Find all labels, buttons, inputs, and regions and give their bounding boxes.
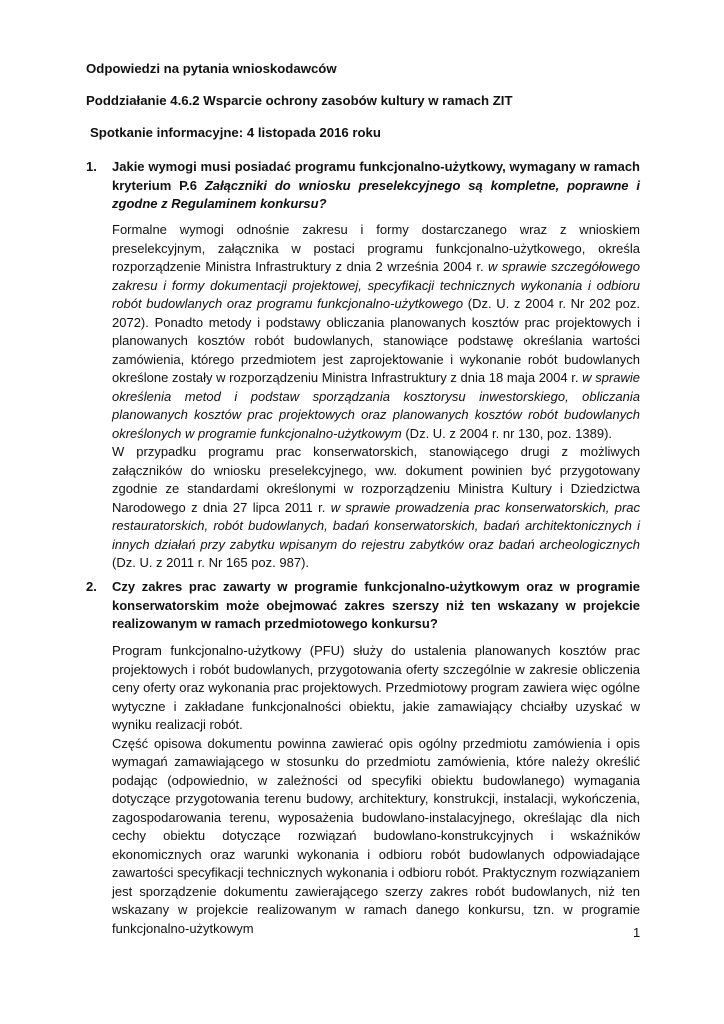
question-2: [86, 578, 640, 634]
question-2-text: Czy zakres prac zawarty w programie funkcjonalno-użytkowym oraz w programie konserwatorskim może obejmować zakres szerszy niż ten wskazany w projekcie realizowanym w ramach przedmiotowego konkursu?: [112, 579, 640, 631]
question-1-text-main: Jakie wymogi musi posiadać programu funkcjonalno-użytkowy, wymagany w ramach kryterium P.6: [112, 159, 640, 193]
question-1-number: 1.: [86, 159, 97, 174]
doc-title: Odpowiedzi na pytania wnioskodawców: [86, 61, 337, 76]
doc-meeting-date: Spotkanie informacyjne: 4 listopada 2016 roku: [90, 125, 381, 140]
question-1-text-italic: Załączniki do wniosku preselekcyjnego są kompletne, poprawne i zgodne z Regulaminem konkursu?: [112, 177, 640, 211]
doc-subtitle: Poddziałanie 4.6.2 Wsparcie ochrony zasobów kultury w ramach ZIT: [86, 93, 513, 108]
answer-2-paragraph-2: Część opisowa dokumentu powinna zawierać opis ogólny przedmiotu zamówienia i opis wymagań zamawiającego w stosunku do przedmiotu zamówienia, które należy określić podając (odpowiednio, w zależności od specyfiki obiektu budowlanego) wymagania dotyczące przygotowania terenu budowy, architektury, konstrukcji, instalacji, wykończenia, zagospodarowania terenu, wyposażenia budowlano-instalacyjnego, określając dla nich cechy obiektu dotyczące rozwiązań budowlano-konstrukcyjnych i wskaźników ekonomicznych oraz warunki wykonania i odbioru robót budowlanych odpowiadające zawartości specyfikacji technicznych wykonania i odbioru robót. Praktycznym rozwiązaniem jest sporządzenie dokumentu zawierającego szerzy zakres robót budowlanych, niż ten wskazany w projekcie realizowanym w ramach danego konkursu, tzn. w programie funkcjonalno-użytkowym: [112, 735, 640, 936]
question-1-text: [112, 158, 640, 214]
question-2-number: 2.: [86, 579, 97, 594]
answer-1-paragraph-2: W przypadku programu prac konserwatorskich, stanowiącego drugi z możliwych załączników do wniosku preselekcyjnego, ww. dokument powinien być przygotowany zgodnie ze standardami określonymi w rozporządzeniu Ministra Kultury i Dziedzictwa Narodowego z dnia 27 lipca 2011 r. w sprawie prowadzenia prac konserwatorskich, prac restauratorskich, robót budowlanych, badań konserwatorskich, badań architektonicznych i innych działań przy zabytku wpisanym do rejestru zabytków oraz badań archeologicznych (Dz. U. z 2011 r. Nr 165 poz. 987).: [112, 444, 640, 570]
answer-1-paragraph-1: Formalne wymogi odnośnie zakresu i formy dostarczanego wraz z wnioskiem preselekcyjnym, załącznika w postaci programu funkcjonalno-użytkowego, określa rozporządzenie Ministra Infrastruktury z dnia 2 września 2004 r. w sprawie szczegółowego zakresu i formy dokumentacji projektowej, specyfikacji technicznych wykonania i odbioru robót budowlanych oraz programu funkcjonalno-użytkowego (Dz. U. z 2004 r. Nr 202 poz. 2072). Ponadto metody i podstawy obliczania planowanych kosztów prac projektowych i planowanych kosztów robót budowlanych, stanowiące podstawę określania wartości zamówienia, którego przedmiotem jest zaprojektowanie i wykonanie robót budowlanych określone zostały w rozporządzeniu Ministra Infrastruktury z dnia 18 maja 2004 r. w sprawie określenia metod i podstaw sporządzania kosztorysu inwestorskiego, obliczania planowanych kosztów prac projektowych oraz planowanych kosztów robót budowlanych określonych w programie funkcjonalno-użytkowym (Dz. U. z 2004 r. nr 130, poz. 1389).: [112, 222, 640, 441]
answer-1: [112, 221, 640, 573]
answer-2-paragraph-1: Program funkcjonalno-użytkowy (PFU) służy do ustalenia planowanych kosztów prac projektowych i robót budowlanych, przygotowania oferty szczególnie w zakresie obliczenia ceny oferty oraz wykonania prac projektowych. Przedmiotowy program zawiera więc ogólne wytyczne i zakładane funkcjonalności obiektu, jakie zamawiający chciałby uzyskać w wyniku realizacji robót.: [112, 643, 640, 732]
question-1: [86, 158, 640, 214]
page-number: 1: [633, 925, 641, 940]
answer-2: [112, 642, 640, 938]
